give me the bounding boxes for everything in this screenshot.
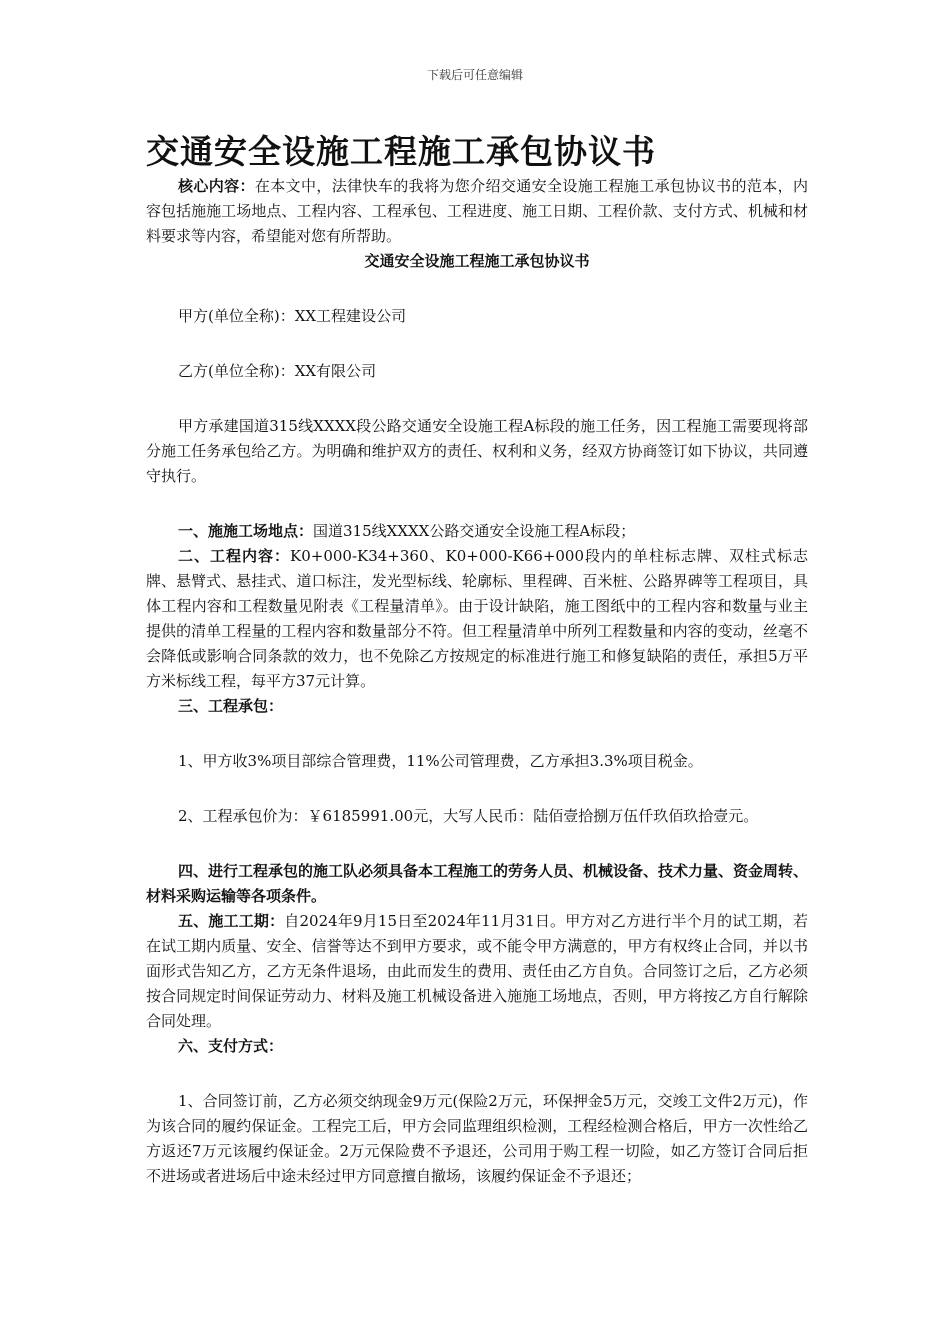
agreement-subtitle: 交通安全设施工程施工承包协议书 [364,252,590,270]
section-6-label: 六、支付方式： [178,1037,284,1055]
section-1-label: 一、施施工场地点： [178,522,314,540]
party-b: 乙方(单位全称)：XX有限公司 [178,362,377,380]
section-5-label: 五、施工工期： [178,912,285,930]
summary-text: 在本文中，法律快车的我将为您介绍交通安全设施工程施工承包协议书的范本，内容包括施施工场地点、工程内容、工程承包、工程进度、施工日期、工程价款、支付方式、机械和材料要求等内容，希望能对您有所帮助。 [146,177,808,245]
section-3-item-1: 1、甲方收3%项目部综合管理费，11%公司管理费，乙方承担3.3%项目税金。 [178,752,703,770]
section-2-text: K0+000-K34+360、K0+000-K66+000段内的单柱标志牌、双柱式标志牌、悬臂式、悬挂式、道口标注，发光型标线、轮廓标、里程碑、百米桩、公路界碑等工程项目，具体工程内容和工程数量见附表《工程量清单》。由于设计缺陷，施工图纸中的工程内容和数量与业主提供的清单工程量的工程内容和数量部分不符。但工程量清单中所列工程数量和内容的变动，丝毫不会降低或影响合同条款的效力，也不免除乙方按规定的标准进行施工和修复缺陷的责任，承担5万平方米标线工程，每平方37元计算。 [146,547,808,690]
header-note: 下载后可任意编辑 [426,68,523,82]
section-5-text: 自2024年9月15日至2024年11月31日。甲方对乙方进行半个月的试工期，若在试工期内质量、安全、信誉等达不到甲方要求，或不能令甲方满意的，甲方有权终止合同，并以书面形式告知乙方，乙方无条件退场，由此而发生的费用、责任由乙方自负。合同签订之后，乙方必须按合同规定时间保证劳动力、材料及施工机械设备进入施施工场地点，否则，甲方将按乙方自行解除合同处理。 [146,912,808,1030]
intro-paragraph: 甲方承建国道315线XXXX段公路交通安全设施工程A标段的施工任务，因工程施工需要现将部分施工任务承包给乙方。为明确和维护双方的责任、权利和义务，经双方协商签订如下协议，共同遵守执行。 [146,417,808,485]
section-1-text: 国道315线XXXX公路交通安全设施工程A标段； [313,522,636,540]
summary-paragraph [146,174,808,249]
section-4: 四、进行工程承包的施工队必须具备本工程施工的劳务人员、机械设备、技术力量、资金周转、材料采购运输等各项条件。 [146,862,809,905]
party-a: 甲方(单位全称)：XX工程建设公司 [178,307,407,325]
section-3-label: 三、工程承包： [178,697,284,715]
section-1 [146,519,808,544]
section-2-label: 二、工程内容： [178,547,290,565]
section-3-item-2: 2、工程承包价为：￥6185991.00元，大写人民币：陆佰壹拾捌万伍仟玖佰玖拾壹元。 [178,807,759,825]
document-title: 交通安全设施工程施工承包协议书 [146,132,656,171]
document-body [146,174,808,1189]
summary-label: 核心内容： [178,177,255,195]
section-6-item-1: 1、合同签订前，乙方必须交纳现金9万元(保险2万元，环保押金5万元，交竣工文件2万元)，作为该合同的履约保证金。工程完工后，甲方会同监理组织检测，工程经检测合格后，甲方一次性给乙方返还7万元该履约保证金。2万元保险费不予退还，公司用于购工程一切险，如乙方签订合同后拒不进场或者进场后中途未经过甲方同意擅自撤场，该履约保证金不予退还； [146,1092,808,1185]
section-2 [146,544,808,694]
section-5 [146,909,808,1034]
